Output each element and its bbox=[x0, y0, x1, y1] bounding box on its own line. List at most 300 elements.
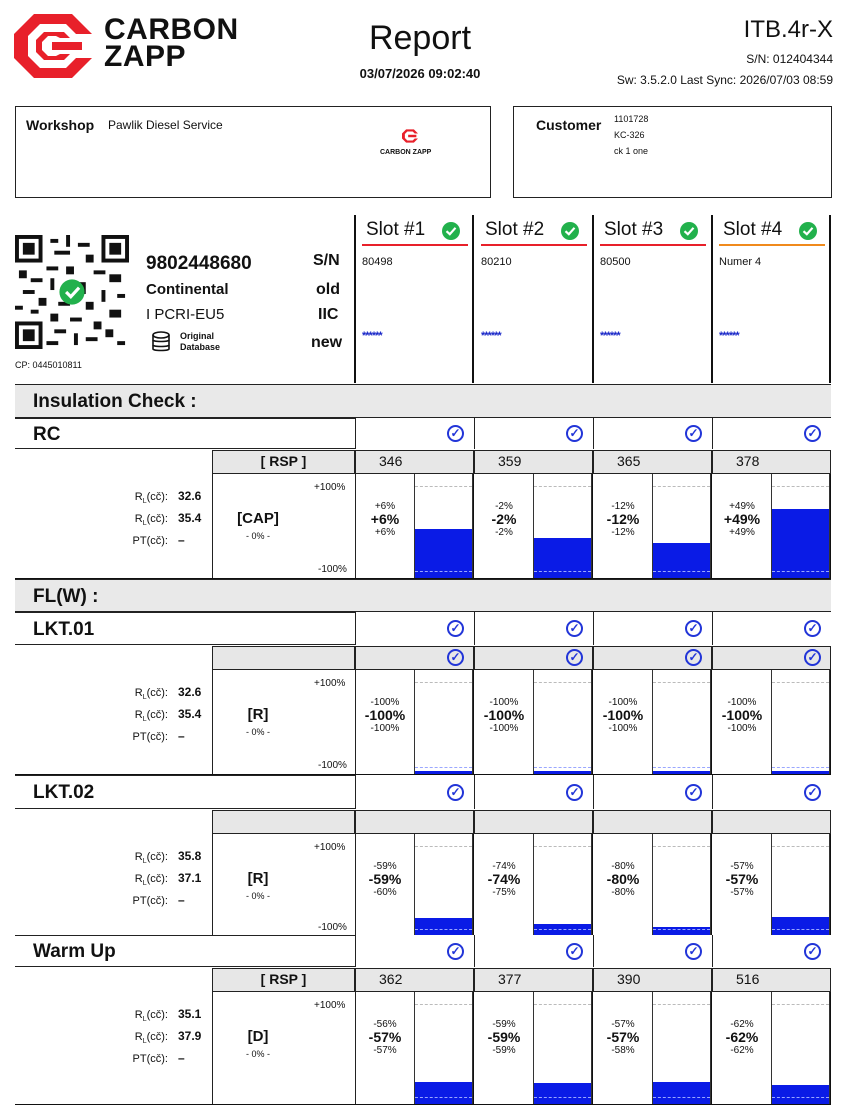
customer-line-2: KC-326 bbox=[614, 130, 645, 140]
report-datetime: 03/07/2026 09:02:40 bbox=[359, 66, 481, 81]
lkt02-pct-1-2: -59% bbox=[368, 871, 402, 887]
warmup-pct-3-3: -58% bbox=[611, 1045, 635, 1056]
database-label bbox=[180, 331, 220, 353]
lkt02-stat-rl2 bbox=[100, 870, 208, 892]
lkt02-min: -100% bbox=[318, 922, 347, 933]
rl-label: R bbox=[134, 687, 143, 699]
gridline bbox=[534, 682, 591, 683]
lkt01-bar-2 bbox=[533, 670, 592, 774]
lkt01-pct-4-1: -100% bbox=[727, 697, 757, 708]
slot-2-new: ****** bbox=[481, 330, 501, 342]
rc-value-2: 359 bbox=[498, 453, 522, 469]
rc-stat-rl1-value: 32.6 bbox=[178, 489, 202, 503]
lkt01-pct-2-2: -100% bbox=[483, 707, 525, 723]
workshop-logo-text: CARBON ZAPP bbox=[380, 149, 432, 156]
lkt02-bar-fill-1 bbox=[415, 918, 472, 936]
warmup-pct-3-2: -57% bbox=[606, 1029, 640, 1045]
rc-value-3: 365 bbox=[617, 453, 641, 469]
slot-divider bbox=[592, 215, 594, 383]
lkt02-bar-fill-4 bbox=[772, 917, 829, 936]
slot-1-underline bbox=[362, 244, 468, 246]
gridline bbox=[534, 571, 591, 572]
lkt02-pct-1-1: -59% bbox=[373, 861, 397, 872]
slot-2-sn: 80210 bbox=[481, 256, 512, 268]
lkt02-stat-pt-label: PT(cč): bbox=[132, 895, 168, 908]
rc-stat-rl2-value: 35.4 bbox=[178, 511, 202, 526]
lkt01-stat-rl1-label bbox=[134, 687, 168, 702]
lkt01-bar-3 bbox=[652, 670, 711, 774]
injector-type: I PCRI-EU5 bbox=[146, 306, 225, 323]
gridline bbox=[534, 486, 591, 487]
label-iic: IIC bbox=[318, 306, 339, 323]
rc-bar-4 bbox=[771, 474, 830, 578]
customer-label: Customer bbox=[536, 117, 602, 133]
gridline bbox=[653, 767, 710, 768]
rc-bar-fill-2 bbox=[534, 538, 591, 578]
rc-bar-fill-4 bbox=[772, 509, 829, 578]
warmup-max: +100% bbox=[314, 1000, 346, 1011]
gridline bbox=[415, 486, 472, 487]
gridline bbox=[415, 1004, 472, 1005]
rc-pct-2-1: -2% bbox=[495, 501, 513, 512]
gridline bbox=[534, 1097, 591, 1098]
warmup-value-3: 390 bbox=[617, 971, 641, 987]
rc-pct-2-2: -2% bbox=[491, 511, 517, 527]
brand-line1: CARBON bbox=[104, 13, 239, 46]
slot-divider bbox=[711, 215, 713, 383]
warmup-check-icon-3: ✓ bbox=[685, 943, 702, 960]
section-flw: FL(W) : bbox=[15, 579, 831, 612]
rl-unit-label: (cč): bbox=[146, 687, 168, 699]
rl-sub-label: L bbox=[142, 880, 147, 888]
lkt02-pcts-4 bbox=[714, 860, 770, 899]
carbon-zapp-logo-icon bbox=[14, 14, 92, 78]
slot-3-title: Slot #3 bbox=[604, 219, 664, 240]
report-title: Report bbox=[368, 19, 472, 57]
warmup-pct-1-2: -57% bbox=[368, 1029, 402, 1045]
slot-3-ok-icon bbox=[680, 222, 698, 245]
injector-maker: Continental bbox=[146, 281, 229, 298]
rc-check-icon-3: ✓ bbox=[685, 425, 702, 442]
slot-4-sn: Numer 4 bbox=[719, 256, 762, 268]
rc-stat-pt-label: PT(cč): bbox=[132, 535, 168, 548]
warmup-rsp-label: [ RSP ] bbox=[260, 971, 307, 987]
rc-pct-3-2: -12% bbox=[606, 511, 640, 527]
gridline bbox=[534, 1004, 591, 1005]
gridline bbox=[534, 846, 591, 847]
warmup-pct-1-3: -57% bbox=[373, 1045, 397, 1056]
gridline bbox=[653, 682, 710, 683]
lkt02-bar-3 bbox=[652, 834, 711, 936]
lkt01-stat-rl1-value: 32.6 bbox=[178, 685, 202, 699]
lkt02-pct-2-1: -74% bbox=[492, 861, 516, 872]
slot-1-new: ****** bbox=[362, 330, 382, 342]
lkt01-stat-pt-value: – bbox=[178, 729, 185, 744]
gridline bbox=[653, 929, 710, 930]
rl-unit-label: (cč): bbox=[146, 1009, 168, 1021]
warmup-check-icon-2: ✓ bbox=[566, 943, 583, 960]
lkt02-pct-3-3: -80% bbox=[611, 887, 635, 898]
rc-mode: [CAP] bbox=[237, 510, 279, 527]
rc-stat-pt bbox=[100, 532, 208, 549]
warmup-stat-rl1-value: 35.1 bbox=[178, 1007, 202, 1021]
lkt01-check-icon-3: ✓ bbox=[685, 620, 702, 637]
rc-pcts-1 bbox=[357, 500, 413, 539]
gridline bbox=[653, 486, 710, 487]
warmup-mode-sub: - 0% - bbox=[245, 1049, 270, 1059]
warmup-value-1: 362 bbox=[379, 971, 403, 987]
lkt01-pct-4-2: -100% bbox=[721, 707, 763, 723]
label-new: new bbox=[311, 334, 343, 351]
rc-bar-2 bbox=[533, 474, 592, 578]
lkt02-pct-3-2: -80% bbox=[606, 871, 640, 887]
warmup-stat-pt bbox=[100, 1050, 208, 1067]
lkt02-stat-rl1-label bbox=[134, 851, 168, 866]
warmup-pct-3-1: -57% bbox=[611, 1019, 635, 1030]
lkt01-stat-rl2-label bbox=[134, 709, 168, 724]
lkt02-pct-4-2: -57% bbox=[725, 871, 759, 887]
warmup-bar-1 bbox=[414, 992, 473, 1104]
gridline bbox=[653, 846, 710, 847]
warmup-pct-2-3: -59% bbox=[492, 1045, 516, 1056]
lkt02-title: LKT.02 bbox=[33, 782, 95, 803]
rc-rsp-label: [ RSP ] bbox=[260, 453, 307, 469]
warmup-stat-rl1-label bbox=[134, 1009, 168, 1024]
gridline bbox=[772, 1097, 829, 1098]
lkt01-stats bbox=[100, 684, 208, 745]
gridline bbox=[415, 929, 472, 930]
warmup-title: Warm Up bbox=[33, 941, 116, 962]
rc-check-icon-1: ✓ bbox=[447, 425, 464, 442]
lkt01-pct-2-1: -100% bbox=[489, 697, 519, 708]
rl-sub-label: L bbox=[142, 1016, 147, 1024]
lkt02-stat-rl1-value: 35.8 bbox=[178, 849, 202, 863]
rl-label: R bbox=[134, 491, 143, 503]
rl-unit-label: (cč): bbox=[146, 491, 168, 503]
lkt01-pct-3-2: -100% bbox=[602, 707, 644, 723]
lkt01-check-icon-1: ✓ bbox=[447, 620, 464, 637]
rl-sub-label: L bbox=[142, 716, 147, 724]
gridline bbox=[653, 1097, 710, 1098]
lkt02-stats bbox=[100, 848, 208, 909]
warmup-check-icon-4: ✓ bbox=[804, 943, 821, 960]
lkt02-pcts-2 bbox=[476, 860, 532, 899]
lkt01-pcts-1 bbox=[357, 696, 413, 735]
rc-pcts-3 bbox=[595, 500, 651, 539]
warmup-pct-1-1: -56% bbox=[373, 1019, 397, 1030]
warmup-pct-4-2: -62% bbox=[725, 1029, 759, 1045]
lkt01-pct-2-3: -100% bbox=[489, 723, 519, 734]
rl-unit-label: (cč): bbox=[146, 851, 168, 863]
lkt01-stat-rl2-value: 35.4 bbox=[178, 707, 202, 722]
warmup-pct-2-1: -59% bbox=[492, 1019, 516, 1030]
warmup-pct-2-2: -59% bbox=[487, 1029, 521, 1045]
qr-code-icon bbox=[15, 235, 129, 349]
rc-value-4: 378 bbox=[736, 453, 760, 469]
lkt01-stat-pt bbox=[100, 728, 208, 745]
slot-4-underline bbox=[719, 244, 825, 246]
lkt02-check-icon-2: ✓ bbox=[566, 784, 583, 801]
warmup-bar-fill-2 bbox=[534, 1083, 591, 1104]
slot-4-new: ****** bbox=[719, 330, 739, 342]
rc-stat-pt-value: – bbox=[178, 533, 185, 548]
gridline bbox=[653, 1004, 710, 1005]
warmup-stat-rl1 bbox=[100, 1006, 208, 1028]
gridline bbox=[415, 1097, 472, 1098]
warmup-bar-fill-1 bbox=[415, 1082, 472, 1104]
warmup-pcts-3 bbox=[595, 1018, 651, 1057]
lkt01-mode-sub: - 0% - bbox=[245, 727, 270, 737]
rc-min: -100% bbox=[318, 564, 347, 575]
lkt01-title: LKT.01 bbox=[33, 619, 95, 640]
lkt02-mode: [R] bbox=[247, 870, 269, 887]
warmup-value-4: 516 bbox=[736, 971, 760, 987]
rl-sub-label: L bbox=[142, 694, 147, 702]
gridline bbox=[653, 571, 710, 572]
rc-bar-3 bbox=[652, 474, 711, 578]
rc-stat-rl1 bbox=[100, 488, 208, 510]
rl-unit-label: (cč): bbox=[146, 1031, 168, 1044]
lkt02-stat-rl2-label bbox=[134, 873, 168, 888]
lkt01-sub-check-icon-4: ✓ bbox=[804, 649, 821, 666]
warmup-pcts-2 bbox=[476, 1018, 532, 1057]
lkt01-mode: [R] bbox=[247, 706, 269, 723]
gridline bbox=[772, 929, 829, 930]
slot-4-title: Slot #4 bbox=[723, 219, 783, 240]
lkt01-pcts-3 bbox=[595, 696, 651, 735]
rl-label: R bbox=[134, 851, 143, 863]
lkt02-pct-1-3: -60% bbox=[373, 887, 397, 898]
database-line1: Original bbox=[180, 331, 215, 341]
customer-box bbox=[513, 106, 832, 198]
lkt01-stat-rl2 bbox=[100, 706, 208, 728]
rc-bar-fill-3 bbox=[653, 543, 710, 578]
warmup-body-divider bbox=[355, 992, 356, 1104]
warmup-value-2: 377 bbox=[498, 971, 522, 987]
lkt02-stat-rl2-value: 37.1 bbox=[178, 871, 202, 886]
lkt02-stat-pt bbox=[100, 892, 208, 909]
slot-1-sn: 80498 bbox=[362, 256, 393, 268]
lkt02-bar-1 bbox=[414, 834, 473, 936]
lkt02-check-icon-1: ✓ bbox=[447, 784, 464, 801]
workshop-label: Workshop bbox=[26, 117, 95, 133]
database-line2: Database bbox=[180, 342, 221, 352]
rc-pct-3-3: -12% bbox=[611, 527, 635, 538]
slot-divider bbox=[472, 215, 474, 383]
slot-2-underline bbox=[481, 244, 587, 246]
gridline bbox=[415, 571, 472, 572]
warmup-stat-rl2 bbox=[100, 1028, 208, 1050]
lkt02-pct-3-1: -80% bbox=[611, 861, 635, 872]
rc-pct-4-1: +49% bbox=[729, 501, 755, 512]
rc-stat-rl1-label bbox=[134, 491, 168, 506]
lkt01-pcts-2 bbox=[476, 696, 532, 735]
injector-number: 9802448680 bbox=[146, 253, 252, 274]
warmup-bar-fill-4 bbox=[772, 1085, 829, 1104]
warmup-pct-4-1: -62% bbox=[730, 1019, 754, 1030]
rc-stat-rl2-label bbox=[134, 513, 168, 528]
device-serial: S/N: 012404344 bbox=[746, 52, 833, 66]
rl-sub-label: L bbox=[142, 858, 147, 866]
rc-mode-sub: - 0% - bbox=[245, 531, 270, 541]
gridline bbox=[772, 486, 829, 487]
lkt02-max: +100% bbox=[314, 842, 346, 853]
lkt02-head-cell-1 bbox=[355, 810, 474, 834]
rc-check-icon-2: ✓ bbox=[566, 425, 583, 442]
cp-number: CP: 0445010811 bbox=[15, 360, 82, 370]
software-version: Sw: 3.5.2.0 Last Sync: 2026/07/03 08:59 bbox=[616, 73, 833, 87]
warmup-stat-pt-value: – bbox=[178, 1051, 185, 1066]
rl-label: R bbox=[134, 1031, 143, 1044]
warmup-bar-4 bbox=[771, 992, 830, 1104]
warmup-check-icon-1: ✓ bbox=[447, 943, 464, 960]
slot-2-title: Slot #2 bbox=[485, 219, 545, 240]
slot-3-sn: 80500 bbox=[600, 256, 631, 268]
lkt02-pct-4-3: -57% bbox=[730, 887, 754, 898]
gridline bbox=[772, 682, 829, 683]
warmup-stat-pt-label: PT(cč): bbox=[132, 1053, 168, 1066]
lkt01-max: +100% bbox=[314, 678, 346, 689]
warmup-stats bbox=[100, 1006, 208, 1067]
lkt02-pcts-3 bbox=[595, 860, 651, 899]
rl-unit-label: (cč): bbox=[146, 709, 168, 722]
warmup-mode-divider bbox=[212, 992, 213, 1104]
workshop-box bbox=[15, 106, 491, 198]
slot-2-ok-icon bbox=[561, 222, 579, 245]
lkt02-body-divider bbox=[355, 834, 356, 936]
gridline bbox=[772, 1004, 829, 1005]
lkt02-check-icon-3: ✓ bbox=[685, 784, 702, 801]
lkt02-stat-rl1 bbox=[100, 848, 208, 870]
rl-label: R bbox=[134, 1009, 143, 1021]
gridline bbox=[772, 846, 829, 847]
lkt02-pct-2-3: -75% bbox=[492, 887, 516, 898]
warmup-stat-rl2-label bbox=[134, 1031, 168, 1046]
rc-pct-2-3: -2% bbox=[495, 527, 513, 538]
rl-label: R bbox=[134, 873, 143, 886]
slot-1-ok-icon bbox=[442, 222, 460, 245]
brand-line2: ZAPP bbox=[104, 40, 187, 73]
database-icon bbox=[151, 331, 171, 353]
lkt02-pct-2-2: -74% bbox=[487, 871, 521, 887]
warmup-bar-3 bbox=[652, 992, 711, 1104]
lkt02-rsp-cell bbox=[212, 810, 355, 834]
rc-pct-1-1: +6% bbox=[374, 501, 396, 512]
rl-unit-label: (cč): bbox=[146, 873, 168, 886]
slot-1-title: Slot #1 bbox=[366, 219, 426, 240]
customer-line-3: ck 1 one bbox=[614, 146, 649, 156]
warmup-pcts-4 bbox=[714, 1018, 770, 1057]
lkt02-pct-4-1: -57% bbox=[730, 861, 754, 872]
rc-pcts-2 bbox=[476, 500, 532, 539]
rc-stats bbox=[100, 488, 208, 549]
lkt02-head-cell-2 bbox=[474, 810, 593, 834]
gridline bbox=[534, 929, 591, 930]
gridline bbox=[415, 767, 472, 768]
lkt01-body-divider bbox=[355, 670, 356, 774]
lkt01-check-icon-2: ✓ bbox=[566, 620, 583, 637]
rc-pct-4-2: +49% bbox=[723, 511, 761, 527]
lkt01-pct-1-3: -100% bbox=[370, 723, 400, 734]
rc-stat-rl2 bbox=[100, 510, 208, 532]
rc-value-1: 346 bbox=[379, 453, 403, 469]
lkt01-pcts-4 bbox=[714, 696, 770, 735]
slot-divider bbox=[354, 215, 356, 383]
section-insulation-check: Insulation Check : bbox=[15, 384, 831, 418]
lkt02-bar-4 bbox=[771, 834, 830, 936]
lkt01-min: -100% bbox=[318, 760, 347, 771]
slot-divider bbox=[829, 215, 831, 383]
rl-label: R bbox=[134, 513, 143, 526]
rl-unit-label: (cč): bbox=[146, 513, 168, 526]
warmup-mode: [D] bbox=[247, 1028, 269, 1045]
rc-max: +100% bbox=[314, 482, 346, 493]
warmup-bar-2 bbox=[533, 992, 592, 1104]
lkt02-head-cell-3 bbox=[593, 810, 712, 834]
rl-sub-label: L bbox=[142, 498, 147, 506]
lkt01-pct-3-3: -100% bbox=[608, 723, 638, 734]
lkt01-check-icon-4: ✓ bbox=[804, 620, 821, 637]
lkt01-pct-1-2: -100% bbox=[364, 707, 406, 723]
lkt01-rsp-cell bbox=[212, 646, 355, 670]
lkt02-stat-pt-value: – bbox=[178, 893, 185, 908]
rc-pct-1-3: +6% bbox=[374, 527, 396, 538]
rc-pcts-4 bbox=[714, 500, 770, 539]
lkt01-bar-4 bbox=[771, 670, 830, 774]
rc-title: RC bbox=[33, 424, 61, 445]
workshop-logo-icon bbox=[402, 129, 418, 143]
lkt01-sub-check-icon-1: ✓ bbox=[447, 649, 464, 666]
rl-sub-label: L bbox=[142, 520, 147, 528]
gridline bbox=[772, 571, 829, 572]
lkt01-stat-rl1 bbox=[100, 684, 208, 706]
rc-pct-1-2: +6% bbox=[370, 511, 400, 527]
rc-pct-4-3: +49% bbox=[729, 527, 755, 538]
warmup-stat-rl2-value: 37.9 bbox=[178, 1029, 202, 1044]
lkt01-sub-check-icon-3: ✓ bbox=[685, 649, 702, 666]
rc-pct-3-1: -12% bbox=[611, 501, 635, 512]
label-sn: S/N bbox=[313, 252, 340, 269]
warmup-pct-4-3: -62% bbox=[730, 1045, 754, 1056]
rl-sub-label: L bbox=[142, 1038, 147, 1046]
lkt02-pcts-1 bbox=[357, 860, 413, 899]
lkt01-pct-3-1: -100% bbox=[608, 697, 638, 708]
customer-line-1: 1101728 bbox=[614, 114, 649, 124]
slot-3-underline bbox=[600, 244, 706, 246]
slot-4-ok-icon bbox=[799, 222, 817, 245]
rl-label: R bbox=[134, 709, 143, 722]
lkt02-bar-2 bbox=[533, 834, 592, 936]
lkt01-bar-1 bbox=[414, 670, 473, 774]
lkt01-stat-pt-label: PT(cč): bbox=[132, 731, 168, 744]
slot-3-new: ****** bbox=[600, 330, 620, 342]
lkt02-check-icon-4: ✓ bbox=[804, 784, 821, 801]
lkt01-pct-1-1: -100% bbox=[370, 697, 400, 708]
brand-name bbox=[104, 13, 239, 73]
lkt02-head-cell-4 bbox=[712, 810, 831, 834]
rc-body-divider bbox=[355, 474, 356, 578]
label-old: old bbox=[316, 281, 340, 298]
warmup-bar-fill-3 bbox=[653, 1082, 710, 1104]
warmup-pcts-1 bbox=[357, 1018, 413, 1057]
gridline bbox=[415, 846, 472, 847]
gridline bbox=[534, 767, 591, 768]
gridline bbox=[772, 767, 829, 768]
lkt02-mode-sub: - 0% - bbox=[245, 891, 270, 901]
lkt01-pct-4-3: -100% bbox=[727, 723, 757, 734]
rc-check-icon-4: ✓ bbox=[804, 425, 821, 442]
workshop-name: Pawlik Diesel Service bbox=[108, 118, 223, 132]
